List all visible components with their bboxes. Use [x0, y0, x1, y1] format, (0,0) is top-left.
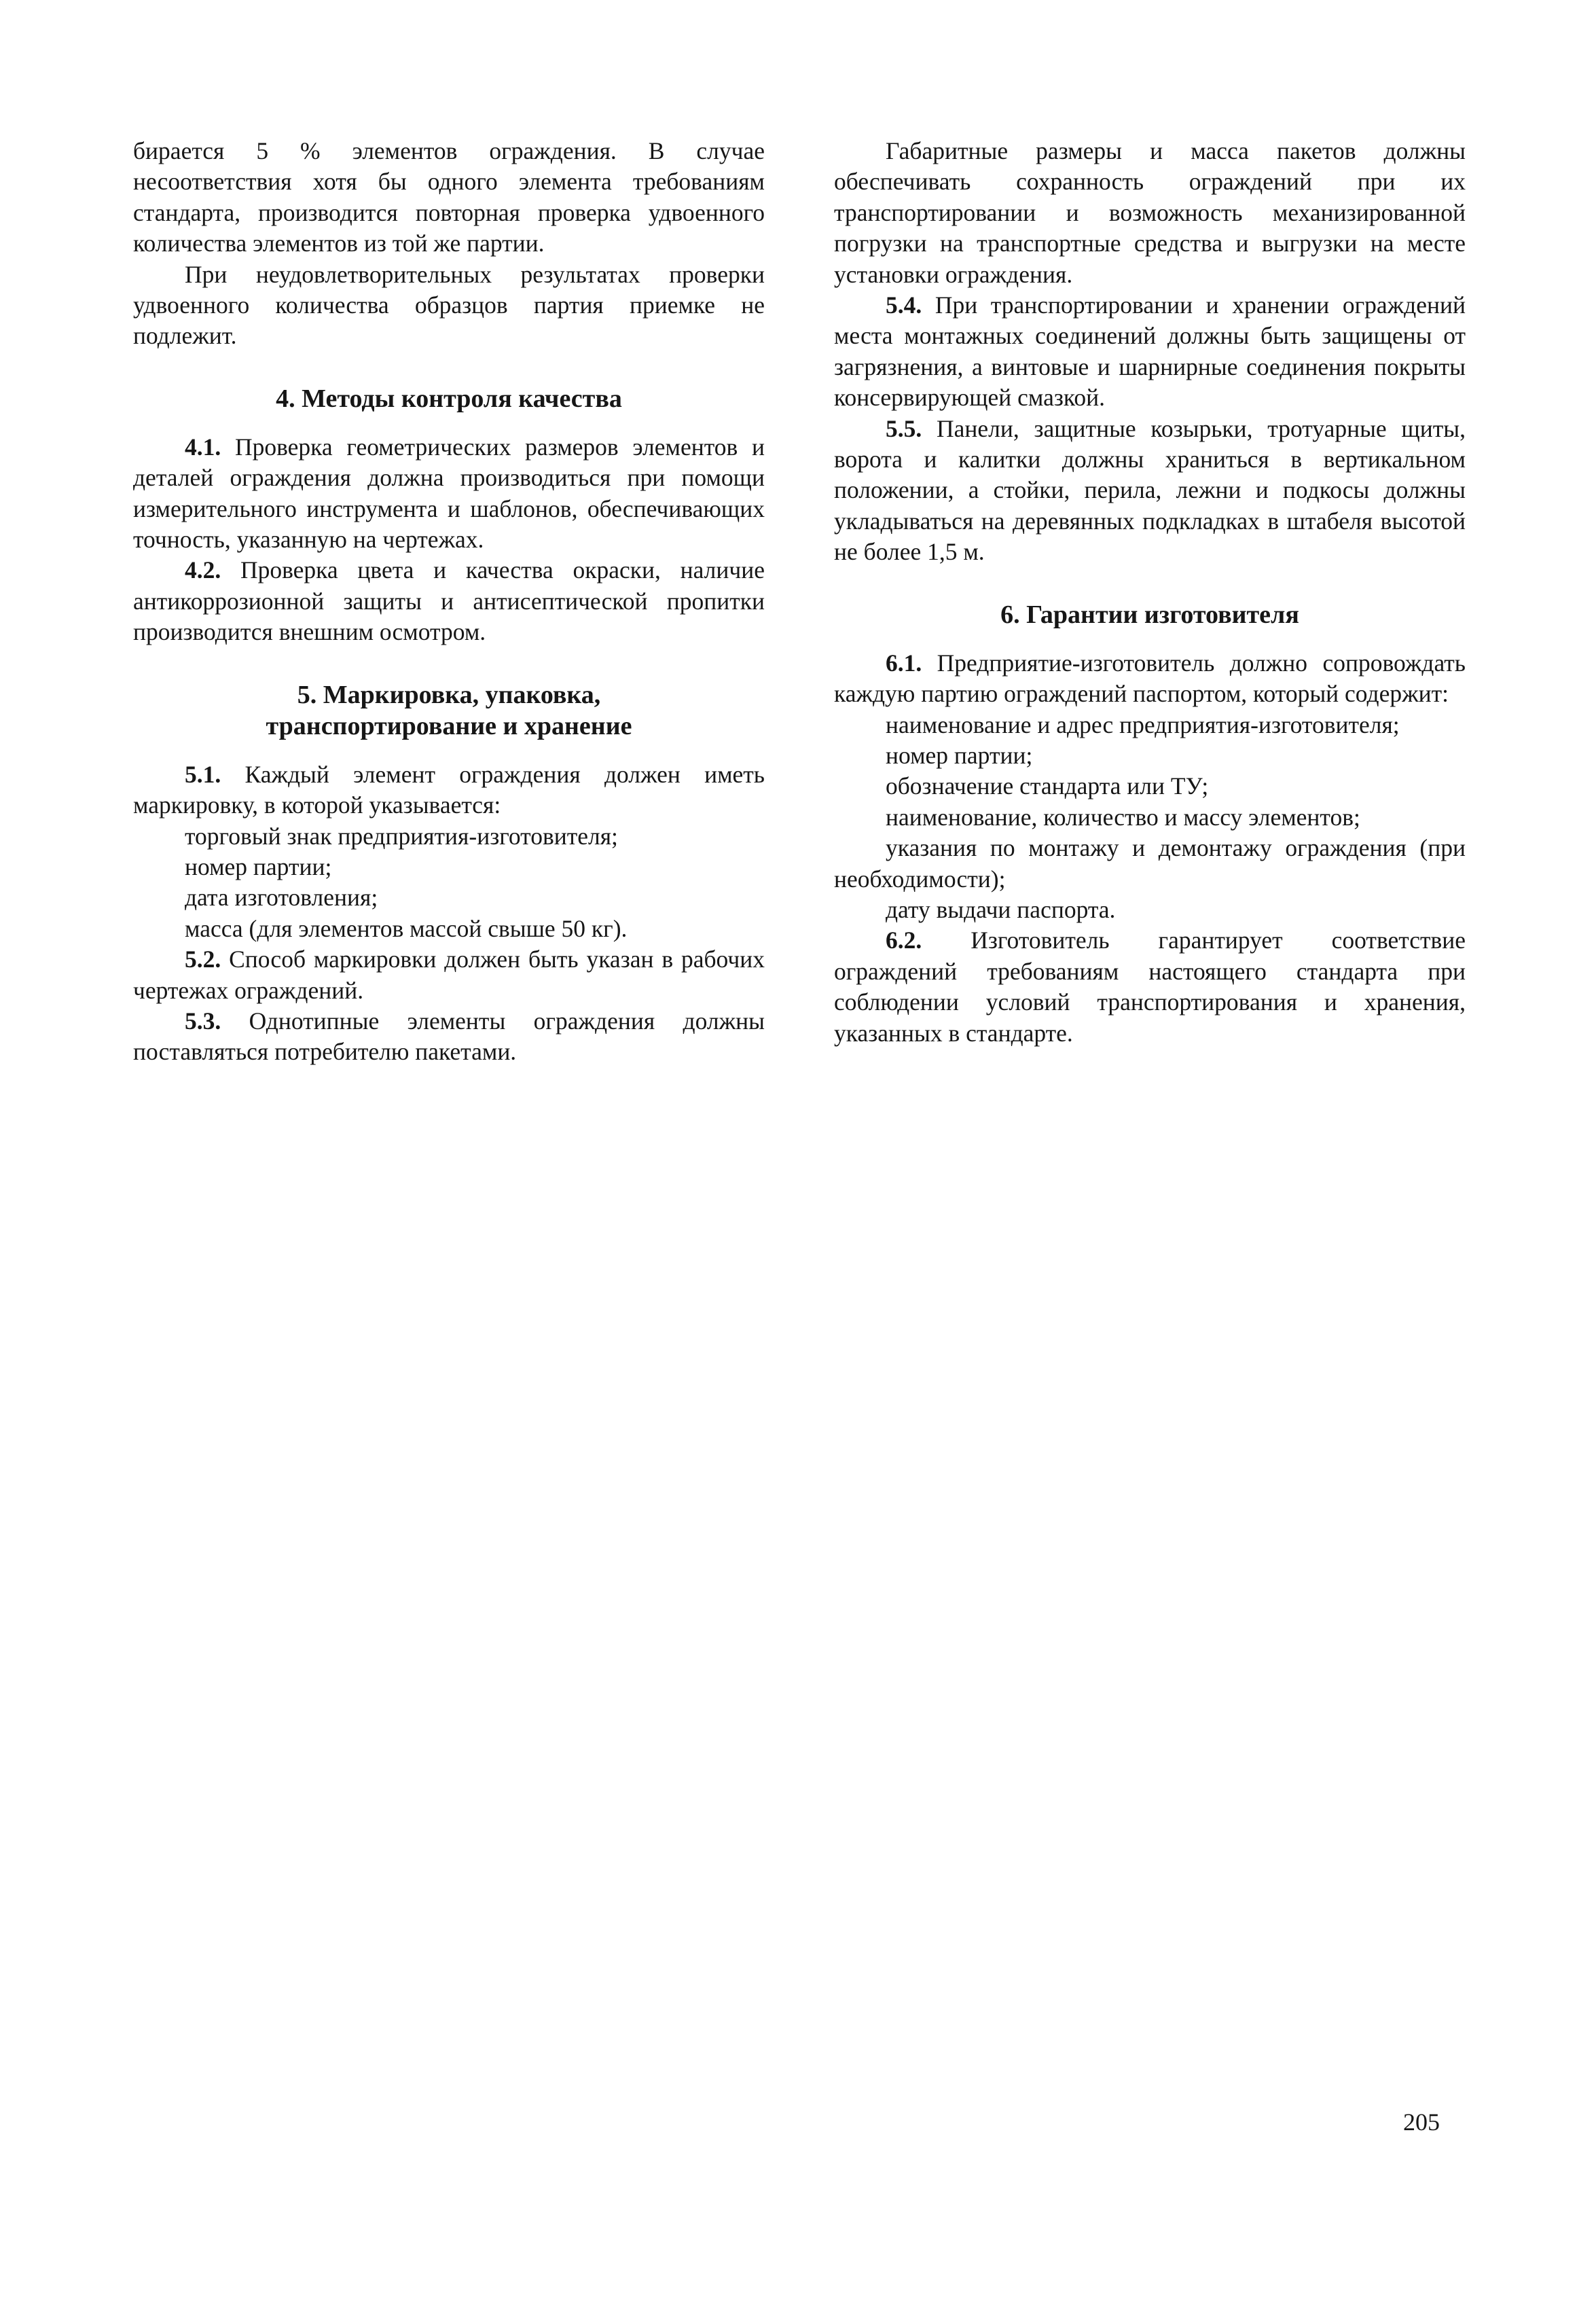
- clause-number: 4.2.: [185, 556, 221, 584]
- clause-number: 5.1.: [185, 760, 221, 788]
- clause-text: Способ маркировки должен быть указан в рабочих чертежах ограждений.: [133, 946, 765, 1004]
- section-4-heading: 4. Методы контроля качества: [276, 384, 622, 413]
- clause-text: Изготовитель гарантирует соответствие ограждений требованиям настоящего стандарта при соблюдении условий транспортирования и хранения, указанных в стандарте.: [834, 927, 1466, 1047]
- clause-4-1: [133, 432, 765, 556]
- clause-text: Проверка геометрических размеров элементов и деталей ограждения должна производиться при помощи измерительного инструмента и шаблонов, обеспечивающих точность, указанную на чертежах.: [133, 433, 765, 554]
- clause-6-1: [834, 648, 1466, 710]
- list-item: торговый знак предприятия-изготовителя;: [185, 822, 618, 850]
- clause-number: 5.5.: [886, 414, 922, 442]
- list-item: номер партии;: [185, 852, 332, 880]
- clause-5-2: [133, 944, 765, 1006]
- clause-number: 5.4.: [886, 291, 922, 319]
- paragraph-retest-result: При неудовлетворительных результатах проверки удвоенного количества образцов партия приемке не подлежит.: [133, 260, 765, 350]
- list-item: наименование и адрес предприятия-изготовителя;: [886, 711, 1400, 738]
- clause-text: Панели, защитные козырьки, тротуарные щиты, ворота и калитки должны храниться в вертикальном положении, а стойки, перила, лежни и подкосы должны укладываться на деревянных подкладках в штабеля высотой не более 1,5 м.: [834, 414, 1466, 566]
- clause-6-2: [834, 925, 1466, 1049]
- page-number: 205: [1403, 2108, 1440, 2136]
- section-6-heading: 6. Гарантии изготовителя: [1000, 600, 1299, 629]
- clause-number: 6.2.: [886, 927, 922, 954]
- clause-5-5: [834, 414, 1466, 568]
- list-item: масса (для элементов массой свыше 50 кг).: [185, 914, 628, 942]
- clause-number: 5.2.: [185, 946, 221, 973]
- section-5-heading-line-1: 5. Маркировка, упаковка,: [297, 680, 601, 709]
- clause-text: При транспортировании и хранении ограждений места монтажных соединений должны быть защищены от загрязнения, а винтовые и шарнирные соединения покрыты консервирующей смазкой.: [834, 291, 1466, 412]
- clause-4-2: [133, 555, 765, 647]
- clause-5-1: [133, 759, 765, 821]
- clause-5-4: [834, 290, 1466, 414]
- right-column: [834, 136, 1466, 1049]
- list-item: дату выдачи паспорта.: [886, 895, 1116, 923]
- clause-number: 4.1.: [185, 433, 221, 461]
- list-item: наименование, количество и массу элементов;: [886, 803, 1360, 831]
- clause-number: 6.1.: [886, 649, 922, 677]
- paragraph-package-dimensions: Габаритные размеры и масса пакетов должны обеспечивать сохранность ограждений при их транспортировании и возможность механизированной погрузки на транспортные средства и выгрузки на месте установки ограждения.: [834, 137, 1466, 288]
- clause-text: Однотипные элементы ограждения должны поставляться потребителю пакетами.: [133, 1007, 765, 1066]
- list-item: обозначение стандарта или ТУ;: [886, 772, 1209, 800]
- paragraph-continuation: бирается 5 % элементов ограждения. В случае несоответствия хотя бы одного элемента требованиям стандарта, производится повторная проверка удвоенного количества элементов из той же партии.: [133, 137, 765, 257]
- clause-5-3: [133, 1006, 765, 1068]
- clause-text: Каждый элемент ограждения должен иметь маркировку, в которой указывается:: [133, 760, 765, 819]
- clause-text: Предприятие-изготовитель должно сопровождать каждую партию ограждений паспортом, который содержит:: [834, 649, 1466, 708]
- list-item: указания по монтажу и демонтажу ограждения (при необходимости);: [834, 834, 1466, 893]
- clause-number: 5.3.: [185, 1007, 221, 1035]
- clause-text: Проверка цвета и качества окраски, наличие антикоррозионной защиты и антисептической пропитки производится внешним осмотром.: [133, 556, 765, 646]
- section-5-heading-line-2: транспортирование и хранение: [266, 711, 632, 740]
- left-column: [133, 136, 765, 1068]
- list-item: дата изготовления;: [185, 884, 378, 912]
- list-item: номер партии;: [886, 741, 1033, 769]
